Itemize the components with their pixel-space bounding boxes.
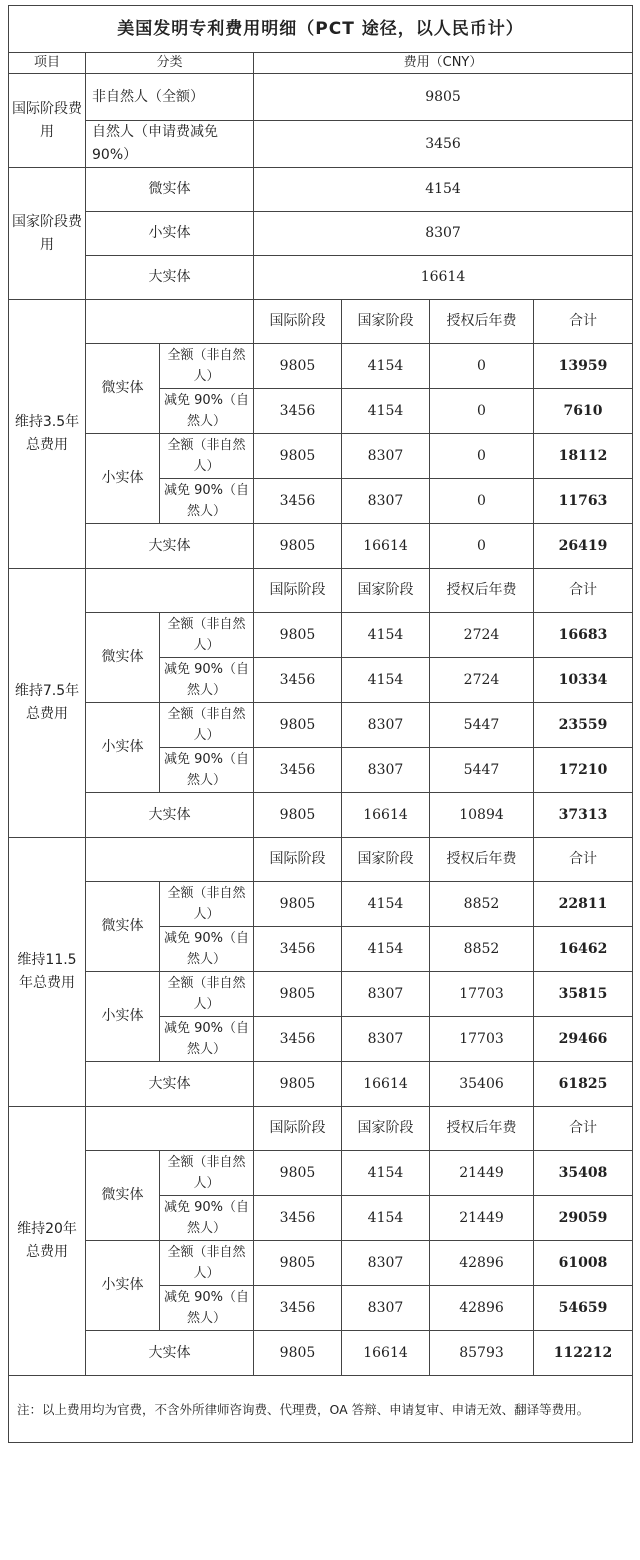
column-header: 国家阶段 xyxy=(342,300,430,344)
empty-cell xyxy=(86,569,254,613)
section-label: 维持20年总费用 xyxy=(9,1107,86,1376)
national-label: 国家阶段费用 xyxy=(9,168,86,300)
entity-label: 大实体 xyxy=(86,1331,254,1376)
fee-cell: 4154 xyxy=(342,389,430,434)
international-category: 自然人（申请费减免 90%） xyxy=(86,121,254,168)
fee-cell: 8307 xyxy=(342,703,430,748)
national-fee: 4154 xyxy=(254,168,633,212)
fee-cell: 8852 xyxy=(430,882,534,927)
national-row xyxy=(9,212,633,256)
fee-cell: 9805 xyxy=(254,1241,342,1286)
total-cell: 37313 xyxy=(534,793,633,838)
fee-cell: 8307 xyxy=(342,1241,430,1286)
section-header-row xyxy=(9,569,633,613)
data-row xyxy=(9,613,633,658)
fee-cell: 9805 xyxy=(254,972,342,1017)
fee-cell: 3456 xyxy=(254,658,342,703)
header-category: 分类 xyxy=(86,53,254,74)
column-header: 授权后年费 xyxy=(430,569,534,613)
total-cell: 23559 xyxy=(534,703,633,748)
fee-cell: 3456 xyxy=(254,479,342,524)
fee-cell: 0 xyxy=(430,479,534,524)
international-label: 国际阶段费用 xyxy=(9,74,86,168)
fee-cell: 8307 xyxy=(342,479,430,524)
fee-cell: 16614 xyxy=(342,1331,430,1376)
fee-cell: 4154 xyxy=(342,1151,430,1196)
fee-cell: 3456 xyxy=(254,927,342,972)
empty-cell xyxy=(86,300,254,344)
column-header: 国家阶段 xyxy=(342,1107,430,1151)
total-cell: 7610 xyxy=(534,389,633,434)
sub-category-label: 全额（非自然人） xyxy=(160,434,254,479)
fee-cell: 8307 xyxy=(342,748,430,793)
fee-cell: 9805 xyxy=(254,703,342,748)
section-label: 维持7.5年总费用 xyxy=(9,569,86,838)
fee-cell: 21449 xyxy=(430,1151,534,1196)
fee-cell: 10894 xyxy=(430,793,534,838)
header-row xyxy=(9,53,633,74)
international-row xyxy=(9,74,633,121)
data-row xyxy=(9,344,633,389)
data-row xyxy=(9,1241,633,1286)
fee-cell: 4154 xyxy=(342,658,430,703)
fee-cell: 4154 xyxy=(342,613,430,658)
column-header: 国家阶段 xyxy=(342,569,430,613)
sub-category-label: 减免 90%（自然人） xyxy=(160,927,254,972)
sub-category-label: 减免 90%（自然人） xyxy=(160,748,254,793)
fee-cell: 9805 xyxy=(254,434,342,479)
fee-cell: 21449 xyxy=(430,1196,534,1241)
data-row xyxy=(9,972,633,1017)
total-cell: 17210 xyxy=(534,748,633,793)
fee-cell: 16614 xyxy=(342,1062,430,1107)
sub-category-label: 全额（非自然人） xyxy=(160,703,254,748)
footnote: 注：以上费用均为官费，不含外所律师咨询费、代理费，OA 答辩、申请复审、申请无效、翻译等费用。 xyxy=(9,1376,633,1443)
fee-cell: 9805 xyxy=(254,524,342,569)
empty-cell xyxy=(86,1107,254,1151)
column-header: 合计 xyxy=(534,569,633,613)
fee-cell: 35406 xyxy=(430,1062,534,1107)
column-header: 国际阶段 xyxy=(254,1107,342,1151)
entity-label: 微实体 xyxy=(86,882,160,972)
fee-cell: 0 xyxy=(430,344,534,389)
header-item: 项目 xyxy=(9,53,86,74)
fee-table xyxy=(8,5,633,1443)
fee-cell: 9805 xyxy=(254,1062,342,1107)
fee-cell: 0 xyxy=(430,389,534,434)
sub-category-label: 全额（非自然人） xyxy=(160,972,254,1017)
fee-cell: 3456 xyxy=(254,1196,342,1241)
fee-document xyxy=(8,5,632,1443)
fee-cell: 8307 xyxy=(342,1286,430,1331)
entity-label: 小实体 xyxy=(86,434,160,524)
column-header: 授权后年费 xyxy=(430,838,534,882)
sub-category-label: 减免 90%（自然人） xyxy=(160,1196,254,1241)
fee-cell: 9805 xyxy=(254,1331,342,1376)
fee-cell: 4154 xyxy=(342,344,430,389)
total-cell: 11763 xyxy=(534,479,633,524)
column-header: 国际阶段 xyxy=(254,838,342,882)
total-cell: 29059 xyxy=(534,1196,633,1241)
column-header: 国际阶段 xyxy=(254,300,342,344)
entity-label: 微实体 xyxy=(86,344,160,434)
total-cell: 16462 xyxy=(534,927,633,972)
fee-cell: 17703 xyxy=(430,972,534,1017)
header-fee: 费用（CNY） xyxy=(254,53,633,74)
national-row xyxy=(9,168,633,212)
data-row xyxy=(9,1331,633,1376)
note-row xyxy=(9,1376,633,1443)
national-category: 微实体 xyxy=(86,168,254,212)
sub-category-label: 减免 90%（自然人） xyxy=(160,1017,254,1062)
fee-cell: 16614 xyxy=(342,524,430,569)
column-header: 合计 xyxy=(534,300,633,344)
total-cell: 61825 xyxy=(534,1062,633,1107)
entity-label: 大实体 xyxy=(86,1062,254,1107)
entity-label: 小实体 xyxy=(86,1241,160,1331)
fee-cell: 3456 xyxy=(254,1017,342,1062)
fee-cell: 85793 xyxy=(430,1331,534,1376)
total-cell: 35815 xyxy=(534,972,633,1017)
entity-label: 微实体 xyxy=(86,613,160,703)
national-fee: 8307 xyxy=(254,212,633,256)
entity-label: 微实体 xyxy=(86,1151,160,1241)
title-row xyxy=(9,6,633,53)
sub-category-label: 全额（非自然人） xyxy=(160,882,254,927)
total-cell: 22811 xyxy=(534,882,633,927)
total-cell: 10334 xyxy=(534,658,633,703)
international-fee: 3456 xyxy=(254,121,633,168)
international-row xyxy=(9,121,633,168)
fee-cell: 9805 xyxy=(254,882,342,927)
fee-cell: 0 xyxy=(430,524,534,569)
national-category: 大实体 xyxy=(86,256,254,300)
fee-cell: 2724 xyxy=(430,658,534,703)
entity-label: 大实体 xyxy=(86,793,254,838)
sub-category-label: 减免 90%（自然人） xyxy=(160,389,254,434)
entity-label: 小实体 xyxy=(86,972,160,1062)
sub-category-label: 全额（非自然人） xyxy=(160,344,254,389)
fee-cell: 8307 xyxy=(342,1017,430,1062)
data-row xyxy=(9,882,633,927)
data-row xyxy=(9,793,633,838)
fee-cell: 9805 xyxy=(254,344,342,389)
entity-label: 大实体 xyxy=(86,524,254,569)
fee-cell: 9805 xyxy=(254,613,342,658)
total-cell: 112212 xyxy=(534,1331,633,1376)
column-header: 国际阶段 xyxy=(254,569,342,613)
total-cell: 54659 xyxy=(534,1286,633,1331)
fee-cell: 8852 xyxy=(430,927,534,972)
section-header-row xyxy=(9,300,633,344)
sub-category-label: 全额（非自然人） xyxy=(160,1151,254,1196)
total-cell: 29466 xyxy=(534,1017,633,1062)
fee-cell: 9805 xyxy=(254,1151,342,1196)
national-fee: 16614 xyxy=(254,256,633,300)
sub-category-label: 减免 90%（自然人） xyxy=(160,1286,254,1331)
total-cell: 26419 xyxy=(534,524,633,569)
section-label: 维持3.5年总费用 xyxy=(9,300,86,569)
fee-cell: 4154 xyxy=(342,882,430,927)
total-cell: 18112 xyxy=(534,434,633,479)
fee-cell: 5447 xyxy=(430,748,534,793)
total-cell: 61008 xyxy=(534,1241,633,1286)
fee-cell: 0 xyxy=(430,434,534,479)
fee-cell: 42896 xyxy=(430,1241,534,1286)
fee-cell: 4154 xyxy=(342,927,430,972)
fee-cell: 42896 xyxy=(430,1286,534,1331)
sub-category-label: 减免 90%（自然人） xyxy=(160,658,254,703)
data-row xyxy=(9,1151,633,1196)
total-cell: 35408 xyxy=(534,1151,633,1196)
column-header: 合计 xyxy=(534,838,633,882)
section-label: 维持11.5年总费用 xyxy=(9,838,86,1107)
sub-category-label: 全额（非自然人） xyxy=(160,1241,254,1286)
table-title: 美国发明专利费用明细（PCT 途径，以人民币计） xyxy=(9,6,633,53)
fee-cell: 2724 xyxy=(430,613,534,658)
data-row xyxy=(9,1062,633,1107)
fee-cell: 3456 xyxy=(254,1286,342,1331)
sub-category-label: 全额（非自然人） xyxy=(160,613,254,658)
column-header: 授权后年费 xyxy=(430,300,534,344)
data-row xyxy=(9,524,633,569)
fee-cell: 3456 xyxy=(254,748,342,793)
international-fee: 9805 xyxy=(254,74,633,121)
total-cell: 13959 xyxy=(534,344,633,389)
fee-cell: 8307 xyxy=(342,972,430,1017)
column-header: 授权后年费 xyxy=(430,1107,534,1151)
fee-cell: 17703 xyxy=(430,1017,534,1062)
data-row xyxy=(9,703,633,748)
section-header-row xyxy=(9,838,633,882)
column-header: 国家阶段 xyxy=(342,838,430,882)
total-cell: 16683 xyxy=(534,613,633,658)
fee-cell: 4154 xyxy=(342,1196,430,1241)
fee-cell: 9805 xyxy=(254,793,342,838)
empty-cell xyxy=(86,838,254,882)
national-category: 小实体 xyxy=(86,212,254,256)
international-category: 非自然人（全额） xyxy=(86,74,254,121)
entity-label: 小实体 xyxy=(86,703,160,793)
column-header: 合计 xyxy=(534,1107,633,1151)
fee-cell: 16614 xyxy=(342,793,430,838)
data-row xyxy=(9,434,633,479)
fee-cell: 8307 xyxy=(342,434,430,479)
fee-cell: 5447 xyxy=(430,703,534,748)
section-header-row xyxy=(9,1107,633,1151)
sub-category-label: 减免 90%（自然人） xyxy=(160,479,254,524)
national-row xyxy=(9,256,633,300)
fee-cell: 3456 xyxy=(254,389,342,434)
